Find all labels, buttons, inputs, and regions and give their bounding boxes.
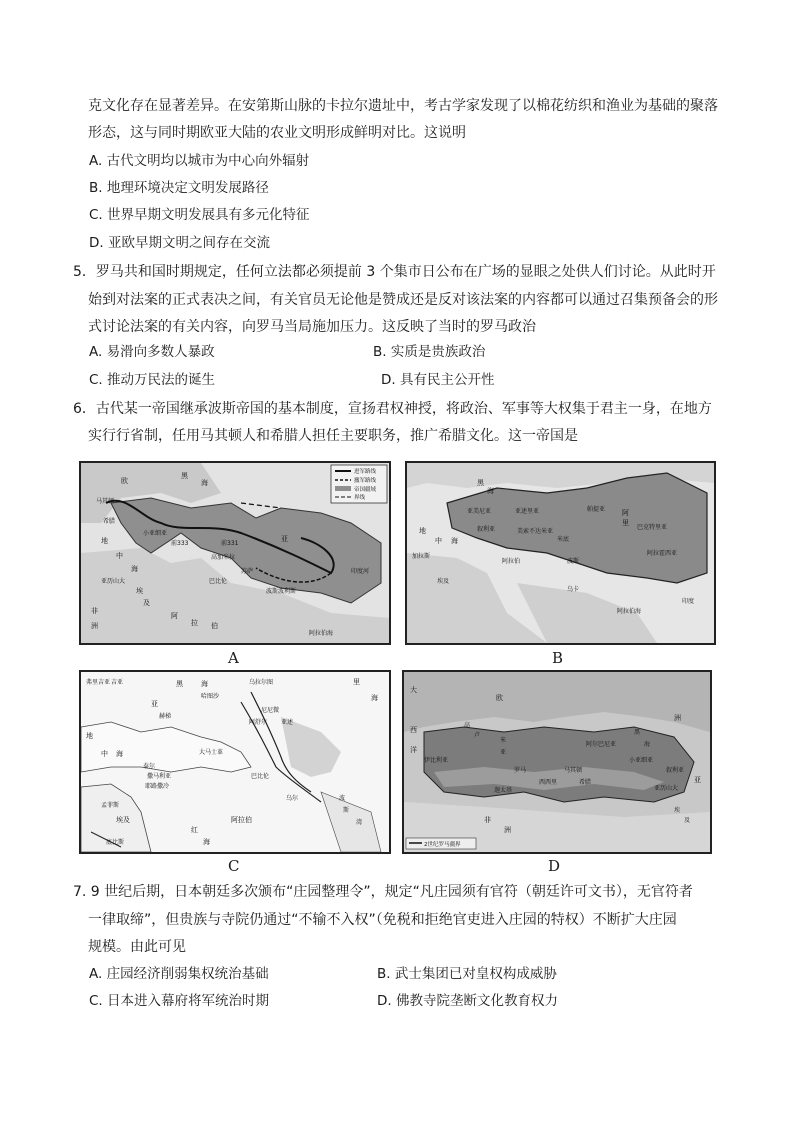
map-c-label: 泰尔 bbox=[143, 763, 156, 770]
map-d-label: 洲 bbox=[504, 826, 511, 834]
q5-option-d: D. 具有民主公开性 bbox=[381, 372, 495, 388]
map-d-label: 西西里 bbox=[539, 779, 558, 786]
q7-option-c: C. 日本进入幕府将军统治时期 bbox=[89, 993, 270, 1009]
map-b-label: 埃及 bbox=[437, 578, 450, 585]
map-c-label: 里 bbox=[353, 678, 360, 686]
map-a-label: 中 bbox=[116, 552, 123, 560]
q5-option-a: A. 易滑向多数人暴政 bbox=[89, 344, 215, 360]
q4-option-c: C. 世界早期文明发展具有多元化特征 bbox=[89, 207, 310, 223]
map-d-label: 高 bbox=[464, 722, 471, 729]
q4-stem-line1: 克文化存在显著差异。在安第斯山脉的卡拉尔遗址中，考古学家发现了以棉花纺织和渔业为基础的聚落 bbox=[88, 98, 718, 114]
map-a-caption: A bbox=[228, 649, 239, 667]
map-a-label: 阿 bbox=[171, 612, 178, 620]
q4-stem-line2: 形态，这与同时期欧亚大陆的农业文明形成鲜明对比。这说明 bbox=[88, 125, 466, 141]
map-c-label: 耶路撒冷 bbox=[145, 783, 170, 790]
map-c-label: 斯 bbox=[343, 807, 350, 814]
map-a-label: 地 bbox=[101, 537, 108, 545]
map-a-label: 小亚细亚 bbox=[143, 530, 168, 537]
map-c-label: 大马士革 bbox=[199, 749, 224, 756]
map-b bbox=[405, 461, 716, 645]
q7-stem-line2: 一律取缔”，但贵族与寺院仍通过“不输不入权”（免税和拒绝官吏进入庄园的特权）不断扩大庄园 bbox=[88, 912, 677, 928]
map-d-label: 希腊 bbox=[579, 779, 592, 786]
map-c-label: 红 bbox=[191, 826, 198, 834]
map-a-label: 埃 bbox=[136, 587, 143, 595]
map-a-label: 欧 bbox=[121, 477, 128, 485]
map-c-label: 亚述 bbox=[281, 719, 294, 726]
map-d-label: 迦太基 bbox=[494, 787, 513, 794]
map-c-label: 吉亚 bbox=[111, 679, 124, 686]
map-b-label: 巴克特里亚 bbox=[637, 524, 668, 531]
map-b-label: 黑 bbox=[477, 479, 484, 487]
map-d-caption: D bbox=[548, 857, 561, 875]
map-d bbox=[402, 670, 712, 854]
map-d-label: 亚 bbox=[500, 749, 507, 756]
map-b-label: 米底 bbox=[557, 536, 570, 543]
map-d-label: 亚 bbox=[694, 776, 701, 784]
map-b-label: 海 bbox=[451, 537, 458, 545]
map-a-label: 伯 bbox=[211, 622, 218, 630]
map-c-label: 海 bbox=[116, 750, 123, 758]
map-c-label: 海 bbox=[201, 680, 208, 688]
map-d-label: 欧 bbox=[496, 694, 503, 702]
map-c-drawing bbox=[81, 672, 389, 852]
map-a-legend-advance: 进军路线 bbox=[354, 469, 377, 475]
map-a-label: 洲 bbox=[91, 622, 98, 630]
q7-option-d: D. 佛教寺院垄断文化教育权力 bbox=[377, 993, 558, 1009]
map-c-label: 乌尔 bbox=[286, 795, 299, 802]
map-c bbox=[79, 670, 391, 854]
map-a-label: 及 bbox=[143, 599, 150, 607]
map-d-label: 阿尔巴尼亚 bbox=[586, 741, 617, 748]
map-a-label: 希腊 bbox=[103, 518, 116, 525]
map-c-caption: C bbox=[228, 857, 240, 875]
q6-stem-line2: 实行行省制，任用马其顿人和希腊人担任主要职务，推广希腊文化。这一帝国是 bbox=[88, 428, 578, 444]
map-a-label: 印度河 bbox=[351, 568, 370, 575]
map-a-label: 阿拉伯海 bbox=[309, 630, 334, 637]
map-c-label: 湾 bbox=[356, 819, 363, 826]
map-a-label: 前333 bbox=[171, 540, 189, 547]
map-a-label: 苏萨 bbox=[241, 568, 254, 575]
map-c-label: 中 bbox=[101, 750, 108, 758]
map-c-label: 乌拉尔图 bbox=[249, 679, 274, 686]
map-d-label: 马其顿 bbox=[564, 767, 583, 774]
map-d-label: 洲 bbox=[674, 714, 681, 722]
map-d-label: 伊比利亚 bbox=[424, 757, 449, 764]
map-a-label: 海 bbox=[201, 479, 208, 487]
map-d-label: 亚历山大 bbox=[654, 785, 679, 792]
map-c-label: 哈图沙 bbox=[201, 693, 220, 700]
map-d-label: 埃 bbox=[674, 807, 681, 814]
map-d-label: 米 bbox=[500, 737, 507, 744]
q5-stem-line1: 5．罗马共和国时期规定，任何立法都必须提前 3 个集市日公布在广场的显眼之处供人们讨论。从此时开 bbox=[73, 264, 716, 280]
map-d-drawing bbox=[404, 672, 710, 852]
map-c-label: 孟菲斯 bbox=[101, 802, 120, 809]
map-d-label: 小亚细亚 bbox=[629, 757, 654, 764]
map-b-label: 美索不达米亚 bbox=[517, 528, 554, 535]
map-a-label: 前331 bbox=[221, 540, 239, 547]
map-d-label: 大 bbox=[410, 686, 417, 694]
map-b-drawing bbox=[407, 463, 714, 643]
map-b-label: 亚述里亚 bbox=[515, 508, 540, 515]
map-c-label: 弗里吉亚 bbox=[86, 679, 111, 686]
q7-option-a: A. 庄园经济削弱集权统治基础 bbox=[89, 966, 269, 982]
map-c-label: 阿拉伯 bbox=[231, 816, 252, 824]
map-b-label: 帕提亚 bbox=[587, 506, 606, 513]
map-a-label: 高加米拉 bbox=[211, 554, 236, 561]
q5-option-c: C. 推动万民法的诞生 bbox=[89, 372, 216, 388]
map-b-label: 阿拉伯海 bbox=[617, 608, 642, 615]
map-c-label: 海 bbox=[371, 694, 378, 702]
map-d-label: 叙利亚 bbox=[666, 767, 685, 774]
map-c-label: 巴比伦 bbox=[251, 773, 270, 780]
q7-stem-line1: 7. 9 世纪后期，日本朝廷多次颁布“庄园整理令”，规定“凡庄园须有官符（朝廷许可文书），无官符者 bbox=[73, 884, 693, 900]
map-d-label: 洋 bbox=[410, 746, 417, 754]
map-b-label: 里 bbox=[622, 519, 629, 527]
map-a bbox=[79, 461, 391, 645]
map-b-label: 印度 bbox=[682, 598, 695, 605]
map-c-label: 撒马利亚 bbox=[147, 773, 172, 780]
map-b-label: 海 bbox=[487, 487, 494, 495]
map-a-label: 海 bbox=[131, 565, 138, 573]
map-d-legend: 2世纪罗马疆界 bbox=[424, 842, 461, 848]
map-b-label: 阿拉伯 bbox=[502, 558, 521, 565]
map-a-label: 亚 bbox=[281, 535, 288, 543]
map-c-label: 波 bbox=[339, 795, 346, 802]
map-a-label: 马其顿 bbox=[96, 498, 115, 505]
map-c-label: 阿舒尔 bbox=[249, 719, 268, 726]
map-d-label: 非 bbox=[484, 816, 491, 824]
map-b-label: 中 bbox=[435, 537, 442, 545]
map-a-label: 亚历山大 bbox=[101, 578, 126, 585]
map-a-legend-retreat: 撤军路线 bbox=[354, 478, 377, 484]
map-d-label: 及 bbox=[684, 817, 691, 824]
map-c-label: 亚 bbox=[151, 700, 158, 708]
map-b-label: 阿拉霍西亚 bbox=[647, 550, 678, 557]
map-c-label: 赫梯 bbox=[159, 713, 172, 720]
map-a-label: 拉 bbox=[191, 619, 198, 627]
map-b-label: 乌卡 bbox=[567, 586, 580, 593]
map-b-label: 地 bbox=[419, 527, 426, 535]
map-b-label: 亚美尼亚 bbox=[467, 508, 492, 515]
q4-option-b: B. 地理环境决定文明发展路径 bbox=[89, 180, 269, 196]
q5-stem-line3: 式讨论法案的有关内容，向罗马当局施加压力。这反映了当时的罗马政治 bbox=[88, 319, 536, 335]
q7-option-b: B. 武士集团已对皇权构成威胁 bbox=[377, 966, 557, 982]
map-a-label: 巴比伦 bbox=[209, 578, 228, 585]
map-c-label: 地 bbox=[86, 732, 93, 740]
q5-option-b: B. 实质是贵族政治 bbox=[373, 344, 486, 360]
map-d-label: 卢 bbox=[474, 732, 481, 739]
map-c-label: 埃及 bbox=[116, 816, 130, 824]
q4-option-a: A. 古代文明均以城市为中心向外辐射 bbox=[89, 153, 310, 169]
map-a-legend-border: 界线 bbox=[354, 495, 366, 501]
q4-option-d: D. 亚欧早期文明之间存在交流 bbox=[89, 235, 270, 251]
map-c-label: 尼尼微 bbox=[261, 707, 280, 714]
map-c-label: 黑 bbox=[176, 680, 183, 688]
map-b-label: 阿 bbox=[622, 509, 629, 517]
map-b-label: 叙利亚 bbox=[477, 526, 496, 533]
map-d-label: 黑 bbox=[634, 729, 641, 736]
map-d-label: 罗马 bbox=[514, 767, 527, 774]
q6-stem-line1: 6．古代某一帝国继承波斯帝国的基本制度，宣扬君权神授，将政治、军事等大权集于君主一身，在地方 bbox=[73, 401, 712, 417]
map-b-caption: B bbox=[552, 649, 564, 667]
map-a-label: 波斯波利斯 bbox=[266, 588, 297, 595]
q5-stem-line2: 始到对法案的正式表决之间，有关官员无论他是赞成还是反对该法案的内容都可以通过召集预备会的形 bbox=[88, 292, 718, 308]
map-d-label: 海 bbox=[644, 741, 651, 748]
map-d-label: 西 bbox=[410, 726, 417, 734]
map-b-label: 加拉斯 bbox=[412, 553, 431, 560]
map-a-label: 非 bbox=[91, 607, 98, 615]
map-a-drawing bbox=[81, 463, 389, 643]
q7-stem-line3: 规模。由此可见 bbox=[88, 939, 186, 955]
map-c-label: 海 bbox=[203, 838, 210, 846]
map-a-legend-territory: 帝国疆域 bbox=[354, 487, 377, 493]
map-b-label: 波斯 bbox=[567, 558, 580, 565]
map-c-label: 底比斯 bbox=[106, 839, 125, 846]
map-a-label: 黑 bbox=[181, 472, 188, 480]
